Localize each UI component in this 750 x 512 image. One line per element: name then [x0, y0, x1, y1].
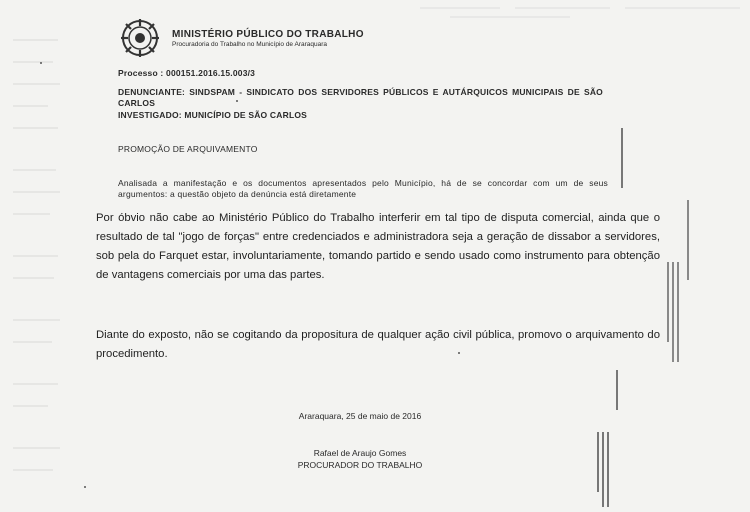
- speck: [40, 62, 42, 64]
- speck: [236, 100, 238, 102]
- process-number: Processo : 000151.2016.15.003/3: [118, 68, 256, 78]
- signer-title: PROCURADOR DO TRABALHO: [297, 460, 423, 470]
- complainant: DENUNCIANTE: SINDSPAM - SINDICATO DOS SERVIDORES PÚBLICOS E AUTÁRQUICOS MUNICIPAIS DE SÃO CARLOS: [118, 87, 603, 108]
- bleed-through-text-top: [420, 0, 750, 22]
- body-paragraph-2: Diante do exposto, não se cogitando da propositura de qualquer ação civil pública, promovo o arquivamento do procedimento.: [96, 329, 660, 360]
- margin-stamp-text-5: [596, 432, 610, 507]
- letterhead-text: [172, 29, 364, 48]
- margin-stamp-text-2: [685, 200, 691, 280]
- investigated-party: INVESTIGADO: MUNICÍPIO DE SÃO CARLOS: [118, 110, 308, 120]
- letterhead: [120, 18, 364, 58]
- signer-name: Rafael de Araujo Gomes: [313, 448, 407, 458]
- org-name: MINISTÉRIO PÚBLICO DO TRABALHO: [172, 28, 364, 40]
- speck: [84, 486, 86, 488]
- margin-stamp-text-4: [614, 370, 620, 410]
- margin-stamp-text-1: [619, 128, 625, 188]
- speck: [458, 352, 460, 354]
- coat-of-arms-icon: [120, 18, 160, 58]
- body-paragraph-1: Por óbvio não cabe ao Ministério Público do Trabalho interferir em tal tipo de disputa comercial, ainda que o resultado de tal "jogo de forças" entre credenciados e administradora seja a geração de dissabor a servidores, sob pela do Farquet estar, involuntariamente, tomando partido e sendo usado como instrumento para obtenção de vantagens comerciais por uma das partes.: [96, 212, 660, 281]
- bleed-through-text: [8, 0, 63, 512]
- org-unit: Procuradoria do Trabalho no Município de Araraquara: [172, 40, 328, 48]
- margin-stamp-text-3: [666, 262, 680, 362]
- place-and-date: Araraquara, 25 de maio de 2016: [298, 411, 422, 421]
- intro-paragraph: Analisada a manifestação e os documentos apresentados pelo Município, há de se concordar com um de seus argumentos: a questão objeto da denúncia está diretamente: [118, 178, 608, 199]
- section-title: PROMOÇÃO DE ARQUIVAMENTO: [118, 144, 258, 154]
